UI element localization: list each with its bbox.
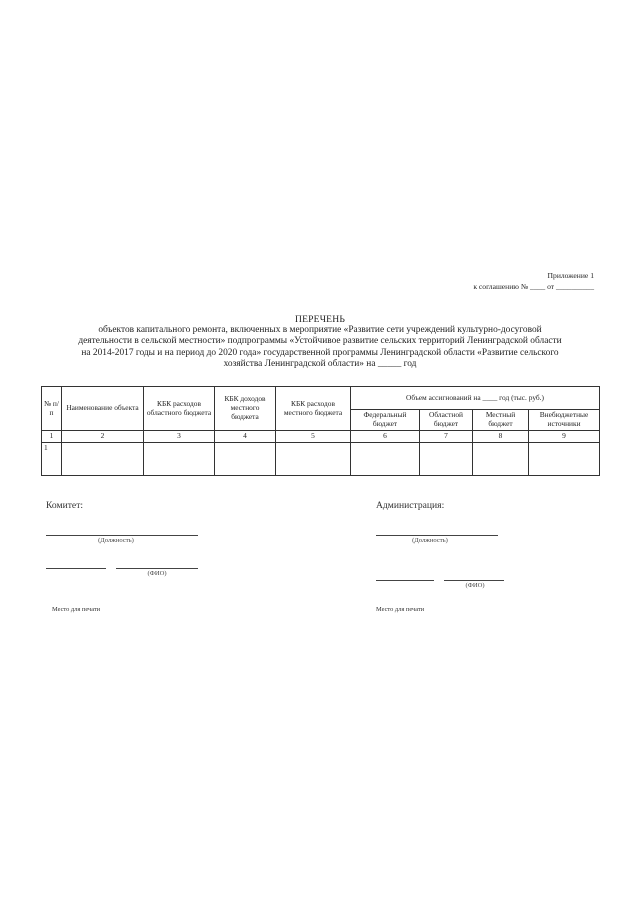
header-regional-budget: Областной бюджет [420,410,473,431]
header-kbk-regional-expenses: КБК расходов областного бюджета [144,387,215,431]
column-number: 1 [42,431,62,443]
committee-position-caption: (Должность) [98,537,134,544]
appendix-note [374,270,594,292]
committee-name-line [116,568,198,569]
column-number: 7 [420,431,473,443]
header-extrabudgetary: Внебюджетные источники [529,410,600,431]
table-cell [473,443,529,476]
title-line: хозяйства Ленинградской области» на _____ год [223,358,417,369]
title-line: объектов капитального ремонта, включенных в мероприятие «Развитие сети учреждений культурно-досуговой [98,325,542,336]
administration-signature-line [376,580,434,581]
column-number: 8 [473,431,529,443]
administration-stamp-place: Место для печати [376,606,425,613]
table-cell [351,443,420,476]
committee-signature-line [46,568,106,569]
table-cell [420,443,473,476]
table-cell [276,443,351,476]
agreement-reference: к соглашению № ____ от __________ [473,282,594,291]
table-row [42,443,600,476]
column-number: 3 [144,431,215,443]
column-number: 5 [276,431,351,443]
administration-position-caption: (Должность) [412,537,448,544]
column-number: 6 [351,431,420,443]
table-cell [144,443,215,476]
table-cell [529,443,600,476]
table-cell [62,443,144,476]
administration-label: Администрация: [376,500,445,511]
appendix-label: Приложение 1 [547,271,594,280]
administration-name-caption: (ФИО) [465,582,485,589]
committee-label: Комитет: [46,500,84,511]
table-cell [215,443,276,476]
document-title [40,314,600,370]
header-kbk-local-income: КБК доходов местного бюджета [215,387,276,431]
column-number: 4 [215,431,276,443]
title-line: на 2014-2017 годы и на период до 2020 года» государственной программы Ленинградской области «Развитие сельского [81,347,559,358]
column-number: 2 [62,431,144,443]
title-heading: ПЕРЕЧЕНЬ [294,314,346,325]
header-object-name: Наименование объекта [62,387,144,431]
administration-position-line [376,535,498,536]
committee-position-line [46,535,198,536]
committee-name-caption: (ФИО) [147,570,167,577]
column-number: 9 [529,431,600,443]
administration-name-line [444,580,504,581]
committee-stamp-place: Место для печати [52,606,101,613]
title-line: деятельности в сельской местности» подпрограммы «Устойчивое развитие сельских территорий Ленинградской области [78,336,562,347]
objects-table [41,386,600,476]
header-number: № п/п [42,387,62,431]
table-cell: 1 [42,443,62,476]
header-local-budget: Местный бюджет [473,410,529,431]
header-federal-budget: Федеральный бюджет [351,410,420,431]
header-kbk-local-expenses: КБК расходов местного бюджета [276,387,351,431]
column-numbers-row [42,431,600,443]
header-allocation-volume: Объем ассигнований на ____ год (тыс. руб.) [351,387,600,410]
